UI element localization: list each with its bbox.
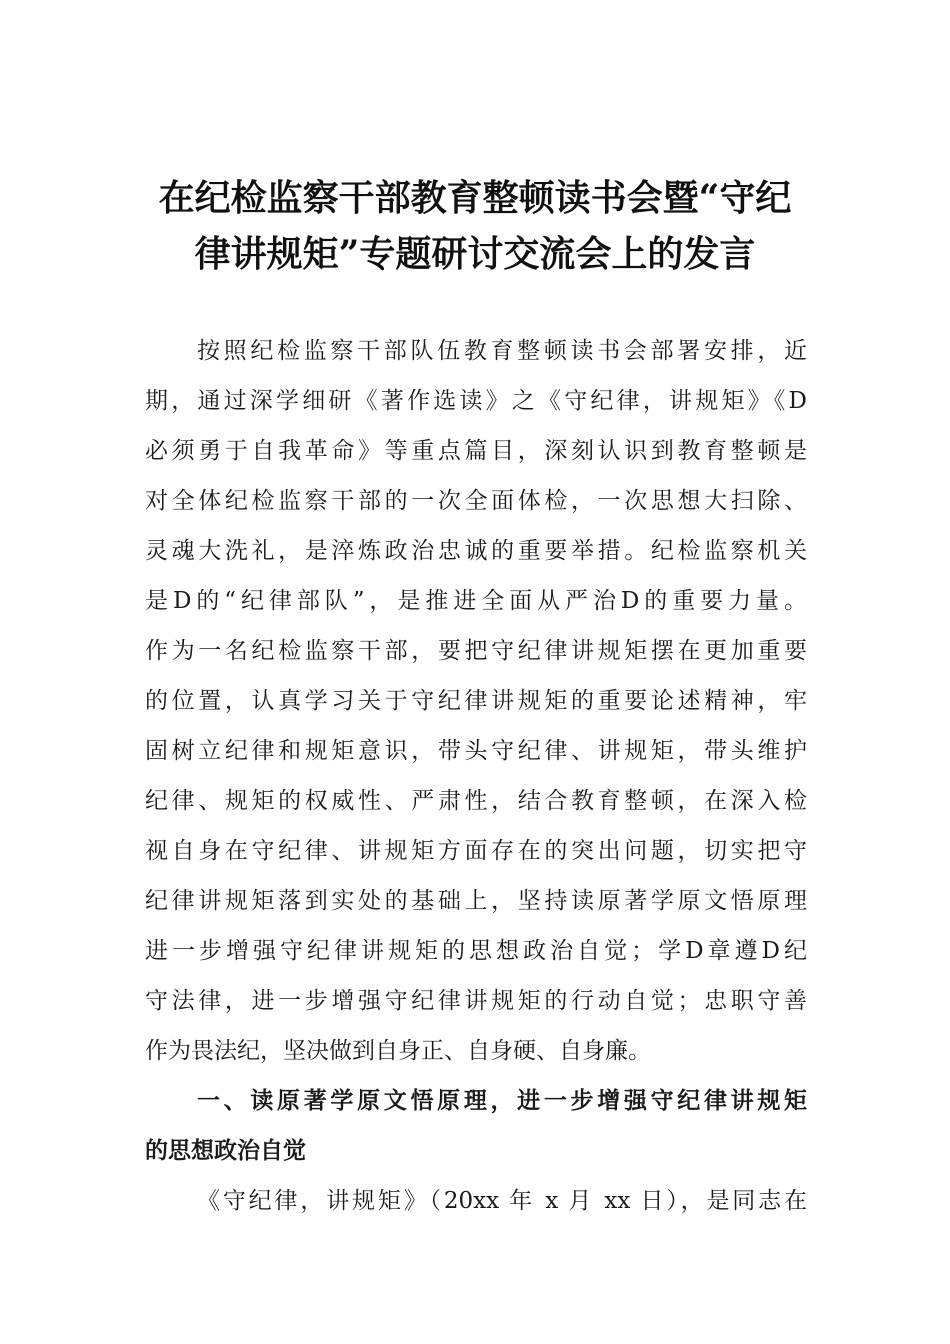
text-line: 是D的“纪律部队”，是推进全面从严治D的重要力量。 (145, 588, 807, 614)
text-line: 进一步增强守纪律讲规矩的思想政治自觉；学D章遵D纪 (145, 938, 807, 964)
text-line: 期，通过深学细研《著作选读》之《守纪律，讲规矩》《D (145, 388, 807, 414)
paragraph-section-1 (145, 1176, 807, 1226)
text-line: 对全体纪检监察干部的一次全面体检，一次思想大扫除、 (145, 488, 807, 514)
title-line: 律讲规矩”专题研讨交流会上的发言 (194, 233, 756, 275)
document-title (130, 170, 820, 282)
text-line: 守法律，进一步增强守纪律讲规矩的行动自觉；忠职守善 (145, 988, 807, 1014)
text-line: 《守纪律，讲规矩》（20xx 年 x 月 xx 日），是同志在 (197, 1188, 807, 1214)
text-line: 必须勇于自我革命》等重点篇目，深刻认识到教育整顿是 (145, 438, 807, 464)
document-body (145, 326, 807, 1226)
text-line: 灵魂大洗礼，是淬炼政治忠诚的重要举措。纪检监察机关 (145, 538, 807, 564)
heading-line: 一、读原著学原文悟原理，进一步增强守纪律讲规矩 (197, 1088, 807, 1114)
section-heading-1 (145, 1076, 807, 1176)
text-line: 按照纪检监察干部队伍教育整顿读书会部署安排，近 (197, 338, 807, 364)
text-line: 纪律、规矩的权威性、严肃性，结合教育整顿，在深入检 (145, 788, 807, 814)
text-line: 视自身在守纪律、讲规矩方面存在的突出问题，切实把守 (145, 838, 807, 864)
text-line: 的位置，认真学习关于守纪律讲规矩的重要论述精神，牢 (145, 688, 807, 714)
heading-line: 的思想政治自觉 (145, 1138, 306, 1164)
paragraph-intro (145, 326, 807, 1076)
title-line: 在纪检监察干部教育整顿读书会暨“守纪 (158, 177, 792, 219)
text-line: 作为畏法纪，坚决做到自身正、自身硬、自身廉。 (145, 1038, 651, 1064)
text-line: 固树立纪律和规矩意识，带头守纪律、讲规矩，带头维护 (145, 738, 807, 764)
text-line: 作为一名纪检监察干部，要把守纪律讲规矩摆在更加重要 (145, 638, 807, 664)
text-line: 纪律讲规矩落到实处的基础上，坚持读原著学原文悟原理 (145, 888, 807, 914)
